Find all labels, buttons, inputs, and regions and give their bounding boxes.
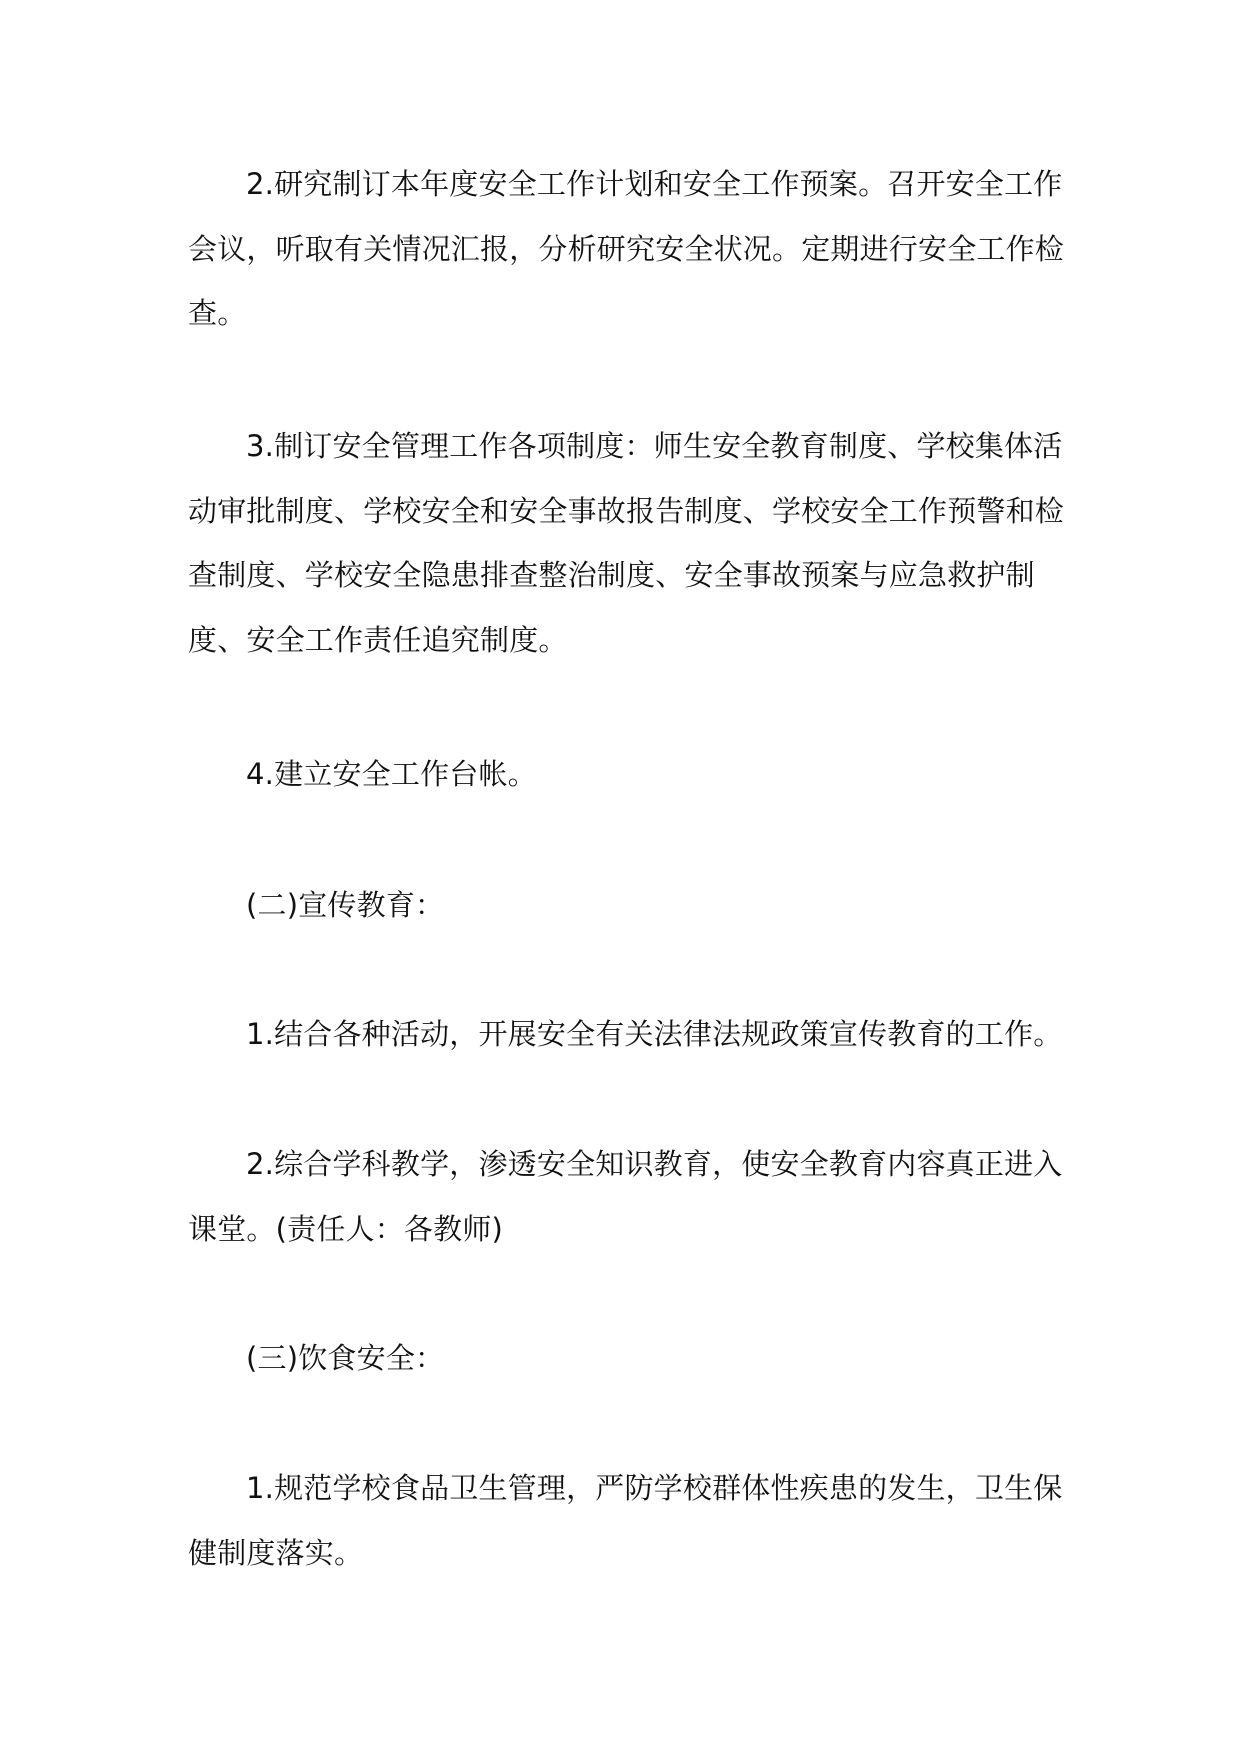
paragraph-food-hygiene: 1.规范学校食品卫生管理，严防学校群体性疾患的发生，卫生保健制度落实。	[188, 1471, 1063, 1570]
paragraph-subject-teaching: 2.综合学科教学，渗透安全知识教育，使安全教育内容真正进入课堂。(责任人：各教师)	[188, 1147, 1063, 1246]
paragraph-activities-education: 1.结合各种活动，开展安全有关法律法规政策宣传教育的工作。	[246, 1017, 1063, 1051]
paragraph-management-systems: 3.制订安全管理工作各项制度：师生安全教育制度、学校集体活动审批制度、学校安全和安全事故报告制度、学校安全工作预警和检查制度、学校安全隐患排查整治制度、安全事故预案与应急救护制度、安全工作责任追究制度。	[188, 429, 1065, 657]
section-heading-publicity-education: (二)宣传教育：	[246, 888, 445, 922]
paragraph-safety-ledger: 4.建立安全工作台帐。	[246, 757, 537, 791]
section-heading-food-safety: (三)饮食安全：	[246, 1341, 445, 1375]
paragraph-plan-meetings: 2.研究制订本年度安全工作计划和安全工作预案。召开安全工作会议，听取有关情况汇报，分析研究安全状况。定期进行安全工作检查。	[188, 167, 1065, 330]
